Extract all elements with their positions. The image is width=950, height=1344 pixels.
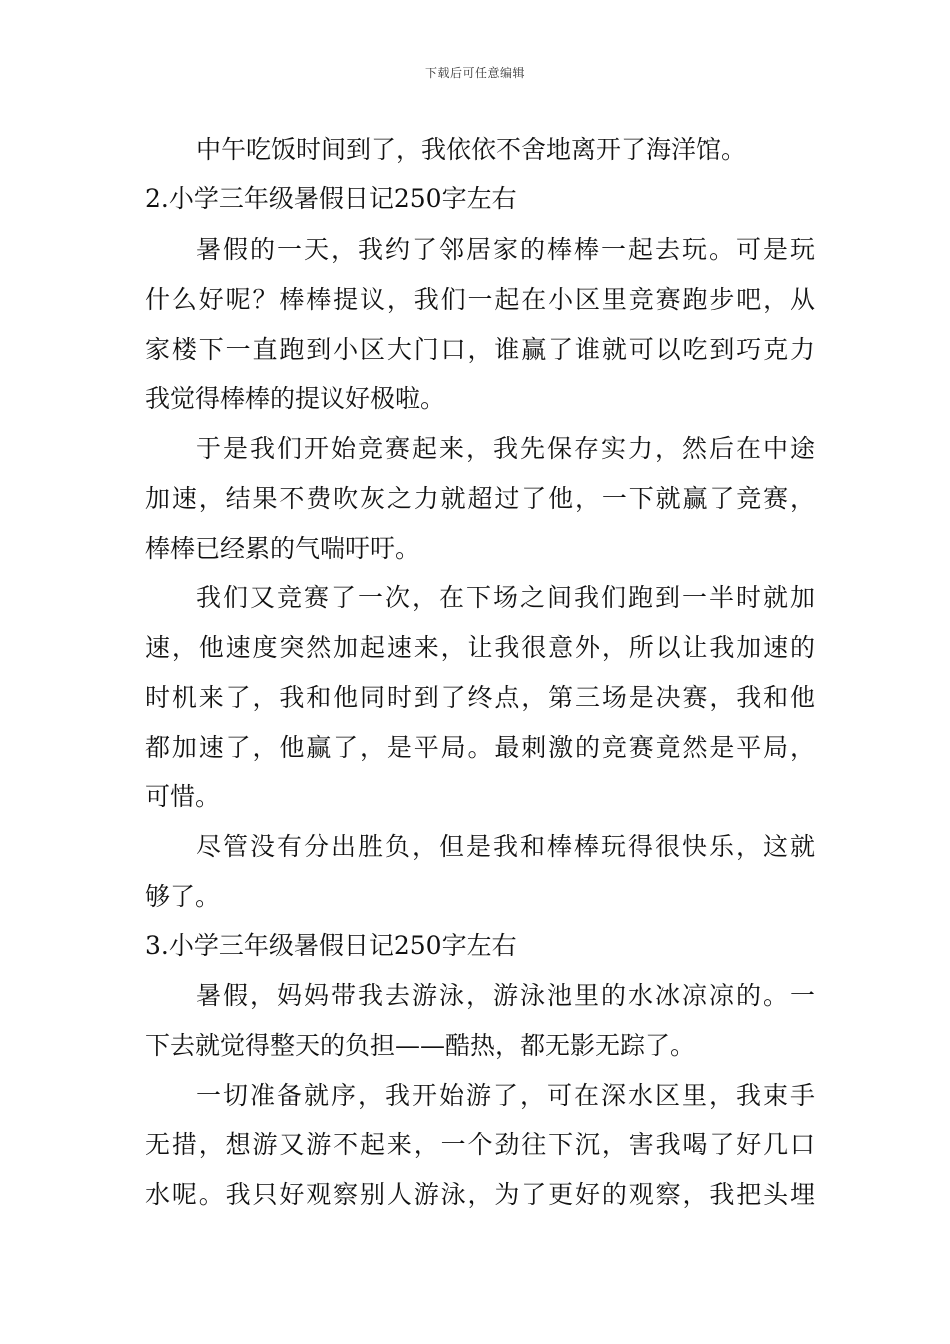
text-line: 我们又竞赛了一次，在下场之间我们跑到一半时就加 (196, 583, 815, 612)
text-line: 可惜。 (145, 782, 221, 811)
text-line: 于是我们开始竞赛起来，我先保存实力，然后在中途 (196, 434, 815, 463)
text-line: 时机来了，我和他同时到了终点，第三场是决赛，我和他 (145, 683, 815, 712)
text-line: 够了。 (145, 882, 221, 911)
text-line: 一切准备就序，我开始游了，可在深水区里，我束手 (196, 1081, 815, 1110)
text-line: 暑假的一天，我约了邻居家的棒棒一起去玩。可是玩 (196, 235, 815, 264)
text-line: 水呢。我只好观察别人游泳，为了更好的观察，我把头埋 (145, 1180, 815, 1209)
text-line: 速，他速度突然加起速来，让我很意外，所以让我加速的 (145, 633, 815, 662)
text-line: 家楼下一直跑到小区大门口，谁赢了谁就可以吃到巧克力 (145, 335, 815, 364)
text-line: 什么好呢？棒棒提议，我们一起在小区里竞赛跑步吧，从 (145, 285, 815, 314)
section-heading: 3.小学三年级暑假日记250字左右 (145, 931, 517, 960)
text-line: 棒棒已经累的气喘吁吁。 (145, 534, 421, 563)
text-line: 加速，结果不费吹灰之力就超过了他，一下就赢了竞赛， (145, 484, 815, 513)
text-line: 下去就觉得整天的负担——酷热，都无影无踪了。 (145, 1031, 696, 1060)
text-line: 都加速了，他赢了，是平局。最刺激的竞赛竟然是平局， (145, 733, 815, 762)
text-line: 中午吃饭时间到了，我依依不舍地离开了海洋馆。 (196, 135, 747, 164)
text-line: 我觉得棒棒的提议好极啦。 (145, 384, 446, 413)
text-line: 无措，想游又游不起来，一个劲往下沉，害我喝了好几口 (145, 1130, 815, 1159)
section-heading: 2.小学三年级暑假日记250字左右 (145, 184, 517, 213)
text-line: 暑假，妈妈带我去游泳，游泳池里的水冰凉凉的。一 (196, 981, 815, 1010)
page-header: 下载后可任意编辑 (424, 66, 525, 80)
text-line: 尽管没有分出胜负，但是我和棒棒玩得很快乐，这就 (196, 832, 815, 861)
